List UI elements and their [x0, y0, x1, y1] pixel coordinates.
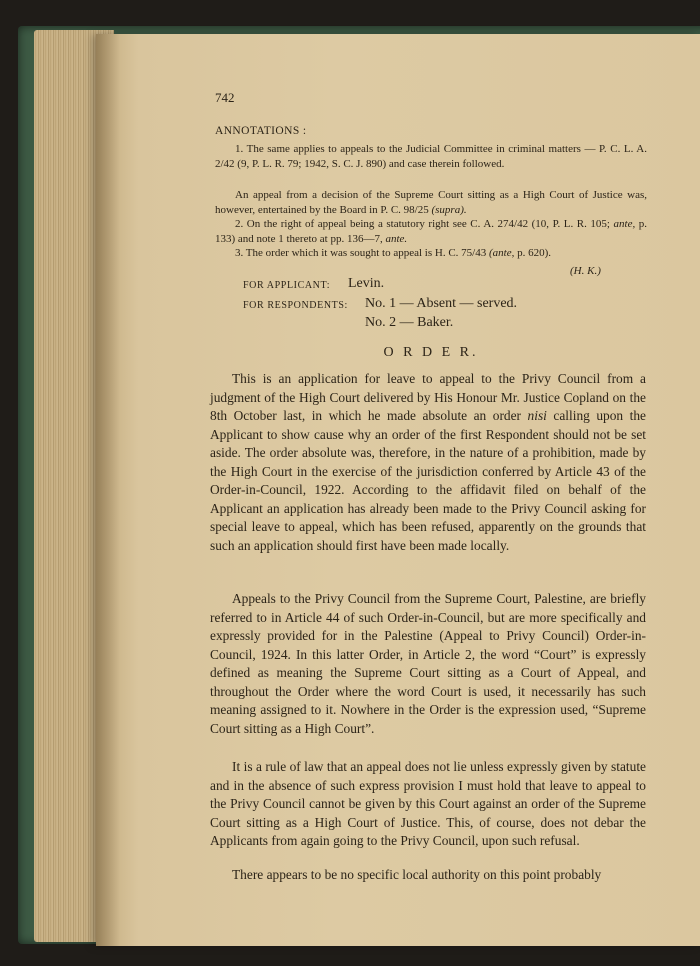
annotation-note-3-ante: (ante, — [488, 247, 515, 259]
page-number: 742 — [215, 90, 235, 105]
applicant-label: FOR APPLICANT: — [243, 280, 331, 291]
annotation-note-1-text: 1. The same applies to appeals to the Judicial Committee in criminal matters — P. C. L. A. 2/42 (9, P. L. R. 79; 1942, S. C. J. 890) and case therein followed. — [215, 143, 647, 170]
annotation-note-3-text: 3. The order which it was sought to appeal is H. C. 75/43 — [235, 247, 487, 259]
paragraph-1-nisi: nisi — [527, 408, 547, 423]
annotation-note-1 — [215, 142, 647, 171]
order-heading: O R D E R. — [383, 345, 479, 360]
paragraph-3: It is a rule of law that an appeal does not lie unless expressly given by statute and in the absence of such express provision I must hold that leave to appeal to the Privy Council cannot be given by this Court against an order of the Supreme Court sitting as a High Court of Justice. This, of course, does not debar the Applicants from again going to the Privy Council, upon such refusal. — [210, 759, 646, 848]
annotation-initials: (H. K.) — [570, 265, 601, 277]
paragraph-1-part-b: calling upon the Applicant to show cause why an order of the first Respondent should not be set aside. The order absolute was, therefore, in the nature of a prohibition, made by the High Court in the exercise of the jurisdiction conferred by Article 43 of the Order-in-Council, 1922. According to the affidavit filed on behalf of the Applicant an application has already been made to the Privy Council asking for special leave to appeal, which has been refused, apparently on the grounds that such an application should first have been made locally. — [210, 408, 646, 553]
applicant-name: Levin. — [348, 276, 385, 291]
annotation-note-1-supra: (supra). — [431, 203, 467, 216]
paragraph-1 — [210, 370, 646, 555]
annotation-note-2-mid: p. 133) and note 1 thereto at pp. 136—7, — [215, 218, 648, 245]
annotations-heading: ANNOTATIONS : — [215, 125, 307, 137]
annotation-note-2-text: 2. On the right of appeal being a statutory right see C. A. 274/42 (10, P. L. R. 105; — [235, 218, 610, 230]
gutter-shadow — [96, 34, 120, 946]
paragraph-1-part-a: This is an application for leave to appeal to the Privy Council from a judgment of the High Court delivered by His Honour Mr. Justice Copland on the 8th October last, in which he made absolute an order — [210, 371, 646, 423]
annotation-note-2-ante-1: ante, — [613, 218, 636, 230]
respondent-1: No. 1 — Absent — served. — [365, 296, 518, 311]
paragraph-4: There appears to be no specific local authority on this point probably — [232, 867, 602, 882]
annotation-note-2-ante-2: ante. — [385, 232, 408, 245]
annotation-note-1-continued — [215, 188, 647, 217]
annotation-note-3 — [215, 246, 647, 261]
paragraph-2: Appeals to the Privy Council from the Supreme Court, Palestine, are briefly referred to in Article 44 of such Order-in-Council, but are more specifically and expressly provided for in the Palestine (Appeal to Privy Council) Order-in-Council, 1924. In this latter Order, in Article 2, the word “Court” is expressly defined as meaning the Supreme Court sitting as a Court of Appeal, and throughout the Order where the word Court is used, it necessarily has such meaning assigned to it. Nowhere in the Order is the expression used, “Supreme Court sitting as a High Court”. — [210, 591, 646, 736]
annotation-note-3-end: p. 620). — [517, 247, 552, 259]
annotation-note-2 — [215, 217, 647, 246]
respondent-2: No. 2 — Baker. — [365, 315, 454, 330]
respondents-label: FOR RESPONDENTS: — [243, 300, 348, 311]
annotation-note-1-cont-text: An appeal from a decision of the Supreme Court sitting as a High Court of Justice was, however, entertained by the Board in P. C. 98/25 — [215, 189, 647, 216]
